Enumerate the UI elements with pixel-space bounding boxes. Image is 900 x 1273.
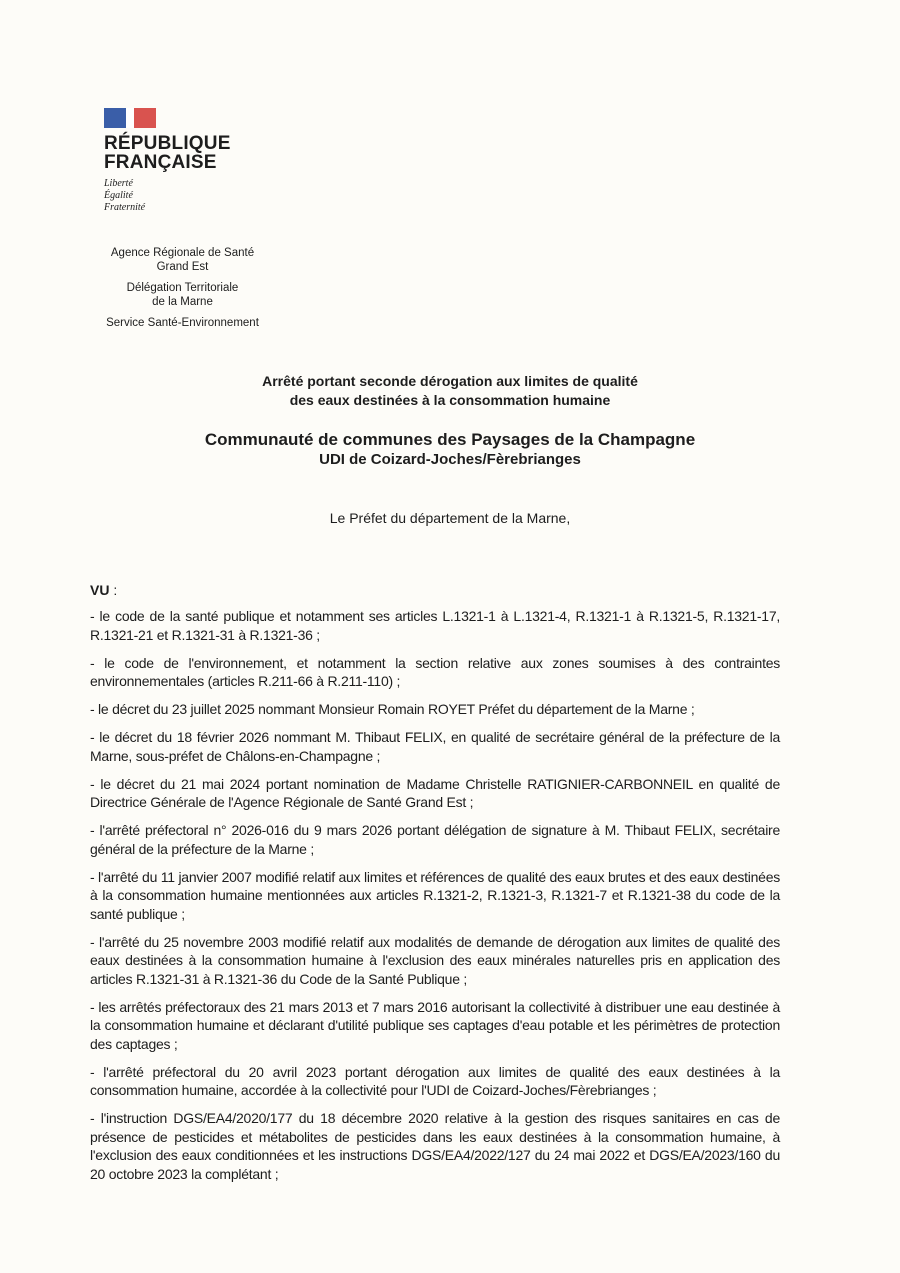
vu-item: - l'instruction DGS/EA4/2020/177 du 18 décembre 2020 relative à la gestion des risques sanitaires en cas de présence de pesticides et métabolites de pesticides dans les eaux destinées à la consommation humaine, à l'exclusion des eaux conditionnées et les instructions DGS/EA4/2022/127 du 24 mai 2022 et DGS/EA/2023/160 du 20 octobre 2023 la complétant ; xyxy=(90,1110,780,1182)
delegation-name: Délégation Territoriale xyxy=(126,282,239,294)
title-line-1: Arrêté portant seconde dérogation aux limites de qualité xyxy=(262,373,638,389)
vu-list xyxy=(90,607,780,1193)
vu-item: - l'arrêté préfectoral du 20 avril 2023 portant dérogation aux limites de qualité des eaux destinées à la consommation humaine, accordée à la collectivité pour l'UDI de Coizard-Joches/Fèrebrianges ; xyxy=(90,1063,780,1098)
vu-item: - le code de l'environnement, et notamment la section relative aux zones soumises à des contraintes environnementales (articles R.211-66 à R.211-110) ; xyxy=(90,654,780,689)
motto-fraternite: Fraternité xyxy=(104,202,146,213)
vu-item: - le décret du 18 février 2026 nommant M. Thibaut FELIX, en qualité de secrétaire général de la préfecture de la Marne, sous-préfet de Châlons-en-Champagne ; xyxy=(90,729,780,764)
vu-heading xyxy=(90,582,117,598)
agency-region: Grand Est xyxy=(156,261,209,273)
agency-name: Agence Régionale de Santé xyxy=(110,247,255,259)
vu-item: - le décret du 21 mai 2024 portant nomination de Madame Christelle RATIGNIER-CARBONNEIL en qualité de Directrice Générale de l'Agence Régionale de Santé Grand Est ; xyxy=(90,775,780,810)
motto-liberte: Liberté xyxy=(104,178,133,189)
prefet-line: Le Préfet du département de la Marne, xyxy=(329,510,571,526)
vu-item: - l'arrêté du 11 janvier 2007 modifié relatif aux limites et références de qualité des eaux brutes et des eaux destinées à la consommation humaine mentionnées aux articles R.1321-2, R.1321-3, R.1321-7 et R.1321-38 du code de la santé publique ; xyxy=(90,868,780,922)
logo-francaise: FRANÇAISE xyxy=(104,152,217,173)
vu-item: - le code de la santé publique et notamment ses articles L.1321-1 à L.1321-4, R.1321-1 à R.1321-5, R.1321-17, R.1321-21 et R.1321-31 à R.1321-36 ; xyxy=(90,608,780,643)
decree-title xyxy=(0,372,900,410)
vu-item: - le décret du 23 juillet 2025 nommant Monsieur Romain ROYET Préfet du département de la Marne ; xyxy=(90,701,695,717)
issuing-authority xyxy=(90,246,275,337)
republique-francaise-logo xyxy=(104,108,231,214)
community-name: Communauté de communes des Paysages de la Champagne xyxy=(204,430,696,449)
marianne-flag-icon xyxy=(104,108,156,128)
vu-item: - l'arrêté préfectoral n° 2026-016 du 9 mars 2026 portant délégation de signature à M. Thibaut FELIX, secrétaire général de la préfecture de la Marne ; xyxy=(90,822,780,857)
motto xyxy=(104,178,231,214)
vu-item: - les arrêtés préfectoraux des 21 mars 2013 et 7 mars 2016 autorisant la collectivité à distribuer une eau destinée à la consommation humaine et déclarant d'utilité publique ses captages d'eau potable et les périmètres de protection des captages ; xyxy=(90,998,780,1052)
logo-republique: RÉPUBLIQUE xyxy=(104,133,231,154)
service-name: Service Santé-Environnement xyxy=(106,317,259,329)
motto-egalite: Égalité xyxy=(104,190,133,201)
vu-colon: : xyxy=(109,582,118,598)
delegation-dept: de la Marne xyxy=(152,296,213,308)
title-line-2: des eaux destinées à la consommation humaine xyxy=(289,392,611,408)
vu-label: VU xyxy=(90,582,110,598)
udi-name: UDI de Coizard-Joches/Fèrebrianges xyxy=(319,451,581,468)
vu-item: - l'arrêté du 25 novembre 2003 modifié relatif aux modalités de demande de dérogation aux limites de qualité des eaux destinées à la consommation humaine à l'exclusion des eaux minérales naturelles pris en application des articles R.1321-31 à R.1321-36 du Code de la Santé Publique ; xyxy=(90,933,780,987)
